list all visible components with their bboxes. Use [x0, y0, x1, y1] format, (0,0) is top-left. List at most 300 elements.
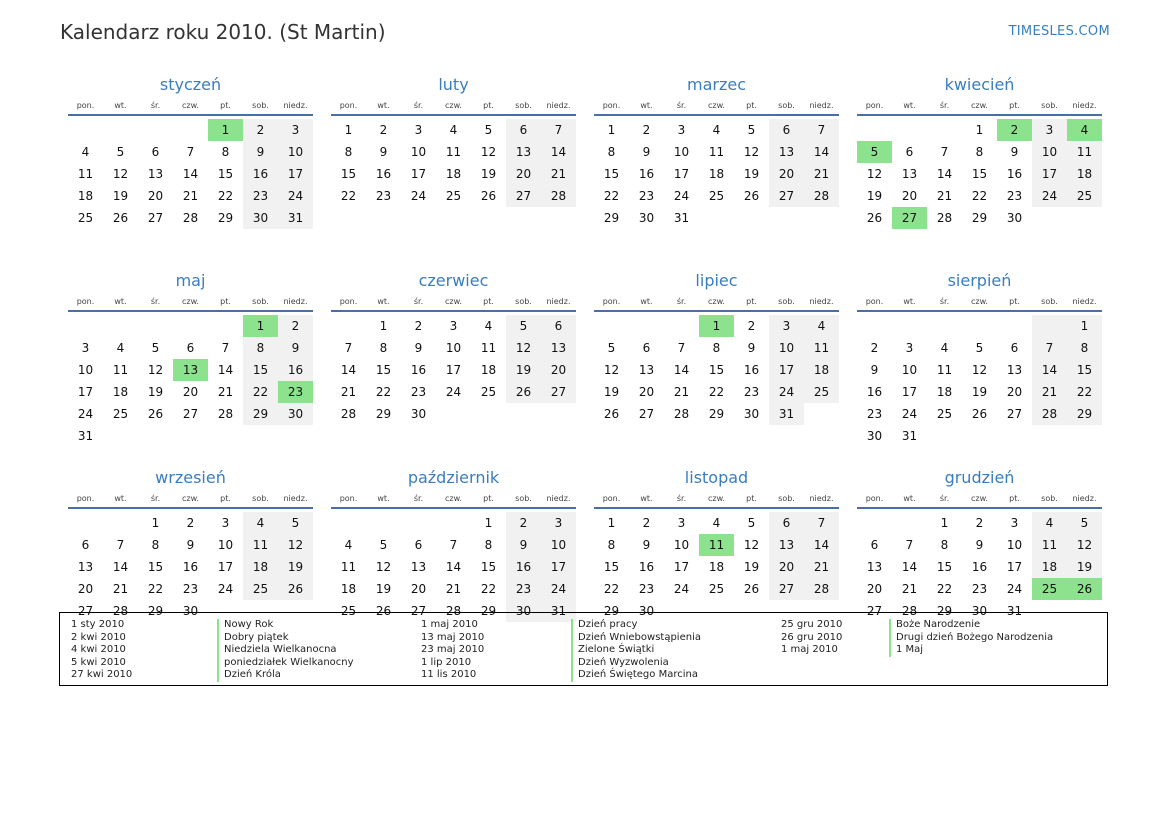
day-cell[interactable]: 14 — [804, 141, 839, 163]
day-cell[interactable]: 16 — [638, 167, 655, 181]
day-cell[interactable]: 10 — [901, 363, 918, 377]
day-cell[interactable]: 8 — [940, 538, 949, 552]
day-cell[interactable]: 9 — [414, 341, 423, 355]
day-cell[interactable]: 12 — [375, 560, 392, 574]
day-cell[interactable]: 13 — [769, 534, 804, 556]
day-cell[interactable]: 22 — [375, 385, 392, 399]
day-cell[interactable]: 19 — [743, 167, 760, 181]
day-cell[interactable]: 24 — [278, 185, 313, 207]
day-cell[interactable]: 8 — [243, 337, 278, 359]
day-cell[interactable]: 3 — [449, 319, 458, 333]
day-cell[interactable]: 15 — [936, 560, 953, 574]
day-cell[interactable]: 23 — [638, 189, 655, 203]
day-cell[interactable]: 13 — [173, 359, 208, 381]
day-cell[interactable]: 28 — [112, 604, 129, 618]
day-cell[interactable]: 28 — [673, 407, 690, 421]
day-cell[interactable]: 24 — [217, 582, 234, 596]
day-cell[interactable]: 8 — [975, 145, 984, 159]
day-cell[interactable]: 14 — [901, 560, 918, 574]
day-cell[interactable]: 12 — [743, 145, 760, 159]
day-cell[interactable]: 20 — [410, 582, 427, 596]
day-cell[interactable]: 25 — [112, 407, 129, 421]
day-cell[interactable]: 24 — [410, 189, 427, 203]
day-cell[interactable]: 12 — [147, 363, 164, 377]
day-cell[interactable]: 9 — [642, 538, 651, 552]
day-cell[interactable]: 15 — [480, 560, 497, 574]
day-cell[interactable]: 3 — [1010, 516, 1019, 530]
day-cell[interactable]: 15 — [147, 560, 164, 574]
day-cell[interactable]: 11 — [708, 145, 725, 159]
day-cell[interactable]: 3 — [414, 123, 423, 137]
day-cell[interactable]: 27 — [410, 604, 427, 618]
day-cell[interactable]: 9 — [870, 363, 879, 377]
day-cell[interactable]: 29 — [603, 604, 620, 618]
day-cell[interactable]: 19 — [375, 582, 392, 596]
day-cell[interactable]: 19 — [112, 189, 129, 203]
day-cell[interactable]: 21 — [804, 556, 839, 578]
day-cell[interactable]: 8 — [712, 341, 721, 355]
day-cell[interactable]: 25 — [445, 189, 462, 203]
day-cell[interactable]: 20 — [866, 582, 883, 596]
day-cell[interactable]: 18 — [112, 385, 129, 399]
day-cell[interactable]: 21 — [217, 385, 234, 399]
day-cell[interactable]: 23 — [375, 189, 392, 203]
day-cell[interactable]: 7 — [804, 119, 839, 141]
day-cell[interactable]: 7 — [677, 341, 686, 355]
day-cell[interactable]: 3 — [81, 341, 90, 355]
day-cell[interactable]: 22 — [340, 189, 357, 203]
day-cell[interactable]: 7 — [186, 145, 195, 159]
day-cell[interactable]: 24 — [769, 381, 804, 403]
day-cell[interactable]: 27 — [506, 185, 541, 207]
day-cell[interactable]: 18 — [77, 189, 94, 203]
day-cell[interactable]: 12 — [866, 167, 883, 181]
day-cell[interactable]: 16 — [506, 556, 541, 578]
day-cell[interactable]: 28 — [445, 604, 462, 618]
day-cell[interactable]: 3 — [221, 516, 230, 530]
day-cell[interactable]: 3 — [278, 119, 313, 141]
day-cell[interactable]: 17 — [901, 385, 918, 399]
day-cell[interactable]: 24 — [673, 189, 690, 203]
day-cell[interactable]: 7 — [1032, 337, 1067, 359]
day-cell[interactable]: 22 — [480, 582, 497, 596]
day-cell[interactable]: 11 — [340, 560, 357, 574]
day-cell[interactable]: 27 — [866, 604, 883, 618]
day-cell[interactable]: 21 — [541, 163, 576, 185]
day-cell[interactable]: 19 — [1067, 556, 1102, 578]
day-cell[interactable]: 3 — [1032, 119, 1067, 141]
day-cell[interactable]: 20 — [1006, 385, 1023, 399]
day-cell[interactable]: 13 — [769, 141, 804, 163]
day-cell[interactable]: 1 — [344, 123, 353, 137]
day-cell[interactable]: 14 — [1032, 359, 1067, 381]
day-cell[interactable]: 6 — [414, 538, 423, 552]
day-cell[interactable]: 13 — [147, 167, 164, 181]
day-cell[interactable]: 11 — [77, 167, 94, 181]
day-cell[interactable]: 3 — [677, 123, 686, 137]
day-cell[interactable]: 25 — [936, 407, 953, 421]
day-cell[interactable]: 9 — [278, 337, 313, 359]
day-cell[interactable]: 16 — [375, 167, 392, 181]
day-cell[interactable]: 15 — [603, 167, 620, 181]
day-cell[interactable]: 2 — [186, 516, 195, 530]
day-cell[interactable]: 2 — [243, 119, 278, 141]
day-cell[interactable]: 20 — [901, 189, 918, 203]
day-cell[interactable]: 20 — [77, 582, 94, 596]
day-cell[interactable]: 2 — [642, 123, 651, 137]
day-cell[interactable]: 31 — [541, 600, 576, 622]
day-cell[interactable]: 18 — [243, 556, 278, 578]
day-cell[interactable]: 18 — [936, 385, 953, 399]
day-cell[interactable]: 14 — [936, 167, 953, 181]
day-cell[interactable]: 28 — [936, 211, 953, 225]
day-cell[interactable]: 17 — [278, 163, 313, 185]
day-cell[interactable]: 4 — [116, 341, 125, 355]
day-cell[interactable]: 8 — [607, 145, 616, 159]
day-cell[interactable]: 28 — [804, 578, 839, 600]
day-cell[interactable]: 16 — [243, 163, 278, 185]
day-cell[interactable]: 27 — [638, 407, 655, 421]
day-cell[interactable]: 23 — [278, 381, 313, 403]
day-cell[interactable]: 11 — [699, 534, 734, 556]
day-cell[interactable]: 8 — [151, 538, 160, 552]
day-cell[interactable]: 1 — [379, 319, 388, 333]
day-cell[interactable]: 1 — [940, 516, 949, 530]
day-cell[interactable]: 8 — [344, 145, 353, 159]
day-cell[interactable]: 5 — [975, 341, 984, 355]
day-cell[interactable]: 5 — [484, 123, 493, 137]
day-cell[interactable]: 5 — [857, 141, 892, 163]
day-cell[interactable]: 15 — [708, 363, 725, 377]
day-cell[interactable]: 9 — [243, 141, 278, 163]
day-cell[interactable]: 1 — [208, 119, 243, 141]
day-cell[interactable]: 1 — [484, 516, 493, 530]
day-cell[interactable]: 24 — [673, 582, 690, 596]
day-cell[interactable]: 16 — [971, 560, 988, 574]
day-cell[interactable]: 7 — [344, 341, 353, 355]
day-cell[interactable]: 20 — [769, 163, 804, 185]
day-cell[interactable]: 4 — [712, 123, 721, 137]
day-cell[interactable]: 2 — [278, 315, 313, 337]
day-cell[interactable]: 5 — [1067, 512, 1102, 534]
day-cell[interactable]: 18 — [804, 359, 839, 381]
day-cell[interactable]: 22 — [603, 582, 620, 596]
day-cell[interactable]: 17 — [217, 560, 234, 574]
day-cell[interactable]: 10 — [77, 363, 94, 377]
day-cell[interactable]: 20 — [769, 556, 804, 578]
day-cell[interactable]: 30 — [971, 604, 988, 618]
day-cell[interactable]: 1 — [151, 516, 160, 530]
day-cell[interactable]: 9 — [642, 145, 651, 159]
day-cell[interactable]: 6 — [1010, 341, 1019, 355]
day-cell[interactable]: 26 — [971, 407, 988, 421]
day-cell[interactable]: 25 — [340, 604, 357, 618]
day-cell[interactable]: 13 — [1006, 363, 1023, 377]
day-cell[interactable]: 21 — [182, 189, 199, 203]
day-cell[interactable]: 20 — [506, 163, 541, 185]
day-cell[interactable]: 4 — [712, 516, 721, 530]
day-cell[interactable]: 15 — [340, 167, 357, 181]
day-cell[interactable]: 24 — [445, 385, 462, 399]
day-cell[interactable]: 27 — [541, 381, 576, 403]
day-cell[interactable]: 6 — [186, 341, 195, 355]
day-cell[interactable]: 23 — [971, 582, 988, 596]
day-cell[interactable]: 28 — [340, 407, 357, 421]
day-cell[interactable]: 21 — [445, 582, 462, 596]
day-cell[interactable]: 11 — [1067, 141, 1102, 163]
day-cell[interactable]: 25 — [1067, 185, 1102, 207]
day-cell[interactable]: 14 — [445, 560, 462, 574]
day-cell[interactable]: 21 — [901, 582, 918, 596]
day-cell[interactable]: 5 — [379, 538, 388, 552]
day-cell[interactable]: 3 — [769, 315, 804, 337]
day-cell[interactable]: 29 — [375, 407, 392, 421]
day-cell[interactable]: 12 — [743, 538, 760, 552]
day-cell[interactable]: 18 — [445, 167, 462, 181]
day-cell[interactable]: 31 — [77, 429, 94, 443]
day-cell[interactable]: 8 — [484, 538, 493, 552]
day-cell[interactable]: 20 — [182, 385, 199, 399]
day-cell[interactable]: 9 — [1010, 145, 1019, 159]
day-cell[interactable]: 1 — [699, 315, 734, 337]
day-cell[interactable]: 22 — [971, 189, 988, 203]
day-cell[interactable]: 28 — [1032, 403, 1067, 425]
day-cell[interactable]: 30 — [243, 207, 278, 229]
day-cell[interactable]: 11 — [445, 145, 462, 159]
day-cell[interactable]: 8 — [379, 341, 388, 355]
day-cell[interactable]: 24 — [77, 407, 94, 421]
day-cell[interactable]: 25 — [1032, 578, 1067, 600]
day-cell[interactable]: 13 — [506, 141, 541, 163]
day-cell[interactable]: 4 — [243, 512, 278, 534]
day-cell[interactable]: 7 — [221, 341, 230, 355]
day-cell[interactable]: 11 — [112, 363, 129, 377]
day-cell[interactable]: 4 — [344, 538, 353, 552]
day-cell[interactable]: 6 — [905, 145, 914, 159]
day-cell[interactable]: 13 — [77, 560, 94, 574]
day-cell[interactable]: 10 — [541, 534, 576, 556]
day-cell[interactable]: 11 — [804, 337, 839, 359]
day-cell[interactable]: 26 — [743, 582, 760, 596]
day-cell[interactable]: 19 — [278, 556, 313, 578]
day-cell[interactable]: 19 — [866, 189, 883, 203]
day-cell[interactable]: 15 — [1067, 359, 1102, 381]
day-cell[interactable]: 23 — [1006, 189, 1023, 203]
day-cell[interactable]: 31 — [673, 211, 690, 225]
day-cell[interactable]: 23 — [506, 578, 541, 600]
day-cell[interactable]: 5 — [747, 516, 756, 530]
day-cell[interactable]: 14 — [112, 560, 129, 574]
day-cell[interactable]: 24 — [1006, 582, 1023, 596]
day-cell[interactable]: 6 — [642, 341, 651, 355]
day-cell[interactable]: 17 — [673, 167, 690, 181]
day-cell[interactable]: 15 — [217, 167, 234, 181]
day-cell[interactable]: 25 — [243, 578, 278, 600]
day-cell[interactable]: 14 — [182, 167, 199, 181]
day-cell[interactable]: 5 — [607, 341, 616, 355]
day-cell[interactable]: 2 — [642, 516, 651, 530]
day-cell[interactable]: 30 — [638, 211, 655, 225]
day-cell[interactable]: 17 — [1032, 163, 1067, 185]
site-link[interactable]: TIMESLES.COM — [1008, 24, 1110, 39]
day-cell[interactable]: 10 — [673, 145, 690, 159]
day-cell[interactable]: 25 — [804, 381, 839, 403]
day-cell[interactable]: 25 — [77, 211, 94, 225]
day-cell[interactable]: 12 — [278, 534, 313, 556]
day-cell[interactable]: 14 — [340, 363, 357, 377]
day-cell[interactable]: 4 — [940, 341, 949, 355]
day-cell[interactable]: 12 — [506, 337, 541, 359]
day-cell[interactable]: 22 — [147, 582, 164, 596]
day-cell[interactable]: 2 — [414, 319, 423, 333]
day-cell[interactable]: 10 — [673, 538, 690, 552]
day-cell[interactable]: 2 — [506, 512, 541, 534]
day-cell[interactable]: 5 — [278, 512, 313, 534]
day-cell[interactable]: 30 — [866, 429, 883, 443]
day-cell[interactable]: 27 — [769, 578, 804, 600]
day-cell[interactable]: 17 — [541, 556, 576, 578]
day-cell[interactable]: 27 — [147, 211, 164, 225]
day-cell[interactable]: 12 — [971, 363, 988, 377]
day-cell[interactable]: 4 — [449, 123, 458, 137]
day-cell[interactable]: 2 — [975, 516, 984, 530]
day-cell[interactable]: 10 — [278, 141, 313, 163]
day-cell[interactable]: 28 — [217, 407, 234, 421]
day-cell[interactable]: 1 — [1067, 315, 1102, 337]
day-cell[interactable]: 10 — [445, 341, 462, 355]
day-cell[interactable]: 7 — [804, 512, 839, 534]
day-cell[interactable]: 17 — [1006, 560, 1023, 574]
day-cell[interactable]: 1 — [607, 123, 616, 137]
day-cell[interactable]: 25 — [708, 582, 725, 596]
day-cell[interactable]: 29 — [243, 403, 278, 425]
day-cell[interactable]: 10 — [1006, 538, 1023, 552]
day-cell[interactable]: 13 — [866, 560, 883, 574]
day-cell[interactable]: 29 — [147, 604, 164, 618]
day-cell[interactable]: 30 — [278, 403, 313, 425]
day-cell[interactable]: 23 — [410, 385, 427, 399]
day-cell[interactable]: 9 — [747, 341, 756, 355]
day-cell[interactable]: 26 — [278, 578, 313, 600]
day-cell[interactable]: 23 — [638, 582, 655, 596]
day-cell[interactable]: 18 — [708, 560, 725, 574]
day-cell[interactable]: 6 — [541, 315, 576, 337]
day-cell[interactable]: 11 — [480, 341, 497, 355]
day-cell[interactable]: 4 — [1032, 512, 1067, 534]
day-cell[interactable]: 26 — [743, 189, 760, 203]
day-cell[interactable]: 11 — [243, 534, 278, 556]
day-cell[interactable]: 29 — [603, 211, 620, 225]
day-cell[interactable]: 19 — [603, 385, 620, 399]
day-cell[interactable]: 30 — [743, 407, 760, 421]
day-cell[interactable]: 11 — [936, 363, 953, 377]
day-cell[interactable]: 8 — [221, 145, 230, 159]
day-cell[interactable]: 9 — [506, 534, 541, 556]
day-cell[interactable]: 26 — [147, 407, 164, 421]
day-cell[interactable]: 7 — [905, 538, 914, 552]
day-cell[interactable]: 16 — [866, 385, 883, 399]
day-cell[interactable]: 18 — [1067, 163, 1102, 185]
day-cell[interactable]: 29 — [217, 211, 234, 225]
day-cell[interactable]: 30 — [410, 407, 427, 421]
day-cell[interactable]: 26 — [506, 381, 541, 403]
day-cell[interactable]: 24 — [541, 578, 576, 600]
day-cell[interactable]: 16 — [743, 363, 760, 377]
day-cell[interactable]: 10 — [1032, 141, 1067, 163]
day-cell[interactable]: 2 — [997, 119, 1032, 141]
day-cell[interactable]: 21 — [673, 385, 690, 399]
day-cell[interactable]: 29 — [708, 407, 725, 421]
day-cell[interactable]: 27 — [892, 207, 927, 229]
day-cell[interactable]: 30 — [182, 604, 199, 618]
day-cell[interactable]: 12 — [480, 145, 497, 159]
day-cell[interactable]: 1 — [975, 123, 984, 137]
day-cell[interactable]: 3 — [905, 341, 914, 355]
day-cell[interactable]: 27 — [77, 604, 94, 618]
day-cell[interactable]: 22 — [603, 189, 620, 203]
day-cell[interactable]: 18 — [708, 167, 725, 181]
day-cell[interactable]: 29 — [480, 604, 497, 618]
day-cell[interactable]: 16 — [182, 560, 199, 574]
day-cell[interactable]: 27 — [769, 185, 804, 207]
day-cell[interactable]: 18 — [340, 582, 357, 596]
day-cell[interactable]: 16 — [410, 363, 427, 377]
day-cell[interactable]: 20 — [147, 189, 164, 203]
day-cell[interactable]: 10 — [217, 538, 234, 552]
day-cell[interactable]: 3 — [677, 516, 686, 530]
day-cell[interactable]: 27 — [1006, 407, 1023, 421]
day-cell[interactable]: 6 — [870, 538, 879, 552]
day-cell[interactable]: 21 — [804, 163, 839, 185]
day-cell[interactable]: 31 — [278, 207, 313, 229]
day-cell[interactable]: 7 — [940, 145, 949, 159]
day-cell[interactable]: 9 — [379, 145, 388, 159]
day-cell[interactable]: 22 — [243, 381, 278, 403]
day-cell[interactable]: 21 — [936, 189, 953, 203]
day-cell[interactable]: 1 — [243, 315, 278, 337]
day-cell[interactable]: 16 — [1006, 167, 1023, 181]
day-cell[interactable]: 6 — [151, 145, 160, 159]
day-cell[interactable]: 22 — [217, 189, 234, 203]
day-cell[interactable]: 19 — [480, 167, 497, 181]
day-cell[interactable]: 4 — [484, 319, 493, 333]
day-cell[interactable]: 30 — [506, 600, 541, 622]
day-cell[interactable]: 4 — [804, 315, 839, 337]
day-cell[interactable]: 29 — [971, 211, 988, 225]
day-cell[interactable]: 21 — [340, 385, 357, 399]
day-cell[interactable]: 6 — [81, 538, 90, 552]
day-cell[interactable]: 12 — [603, 363, 620, 377]
day-cell[interactable]: 26 — [603, 407, 620, 421]
day-cell[interactable]: 13 — [901, 167, 918, 181]
day-cell[interactable]: 23 — [866, 407, 883, 421]
day-cell[interactable]: 29 — [1067, 403, 1102, 425]
day-cell[interactable]: 13 — [541, 337, 576, 359]
day-cell[interactable]: 5 — [747, 123, 756, 137]
day-cell[interactable]: 21 — [1032, 381, 1067, 403]
day-cell[interactable]: 17 — [77, 385, 94, 399]
day-cell[interactable]: 18 — [1032, 556, 1067, 578]
day-cell[interactable]: 12 — [112, 167, 129, 181]
day-cell[interactable]: 7 — [449, 538, 458, 552]
day-cell[interactable]: 4 — [1067, 119, 1102, 141]
day-cell[interactable]: 7 — [541, 119, 576, 141]
day-cell[interactable]: 22 — [708, 385, 725, 399]
day-cell[interactable]: 2 — [870, 341, 879, 355]
day-cell[interactable]: 15 — [603, 560, 620, 574]
day-cell[interactable]: 31 — [901, 429, 918, 443]
day-cell[interactable]: 14 — [673, 363, 690, 377]
